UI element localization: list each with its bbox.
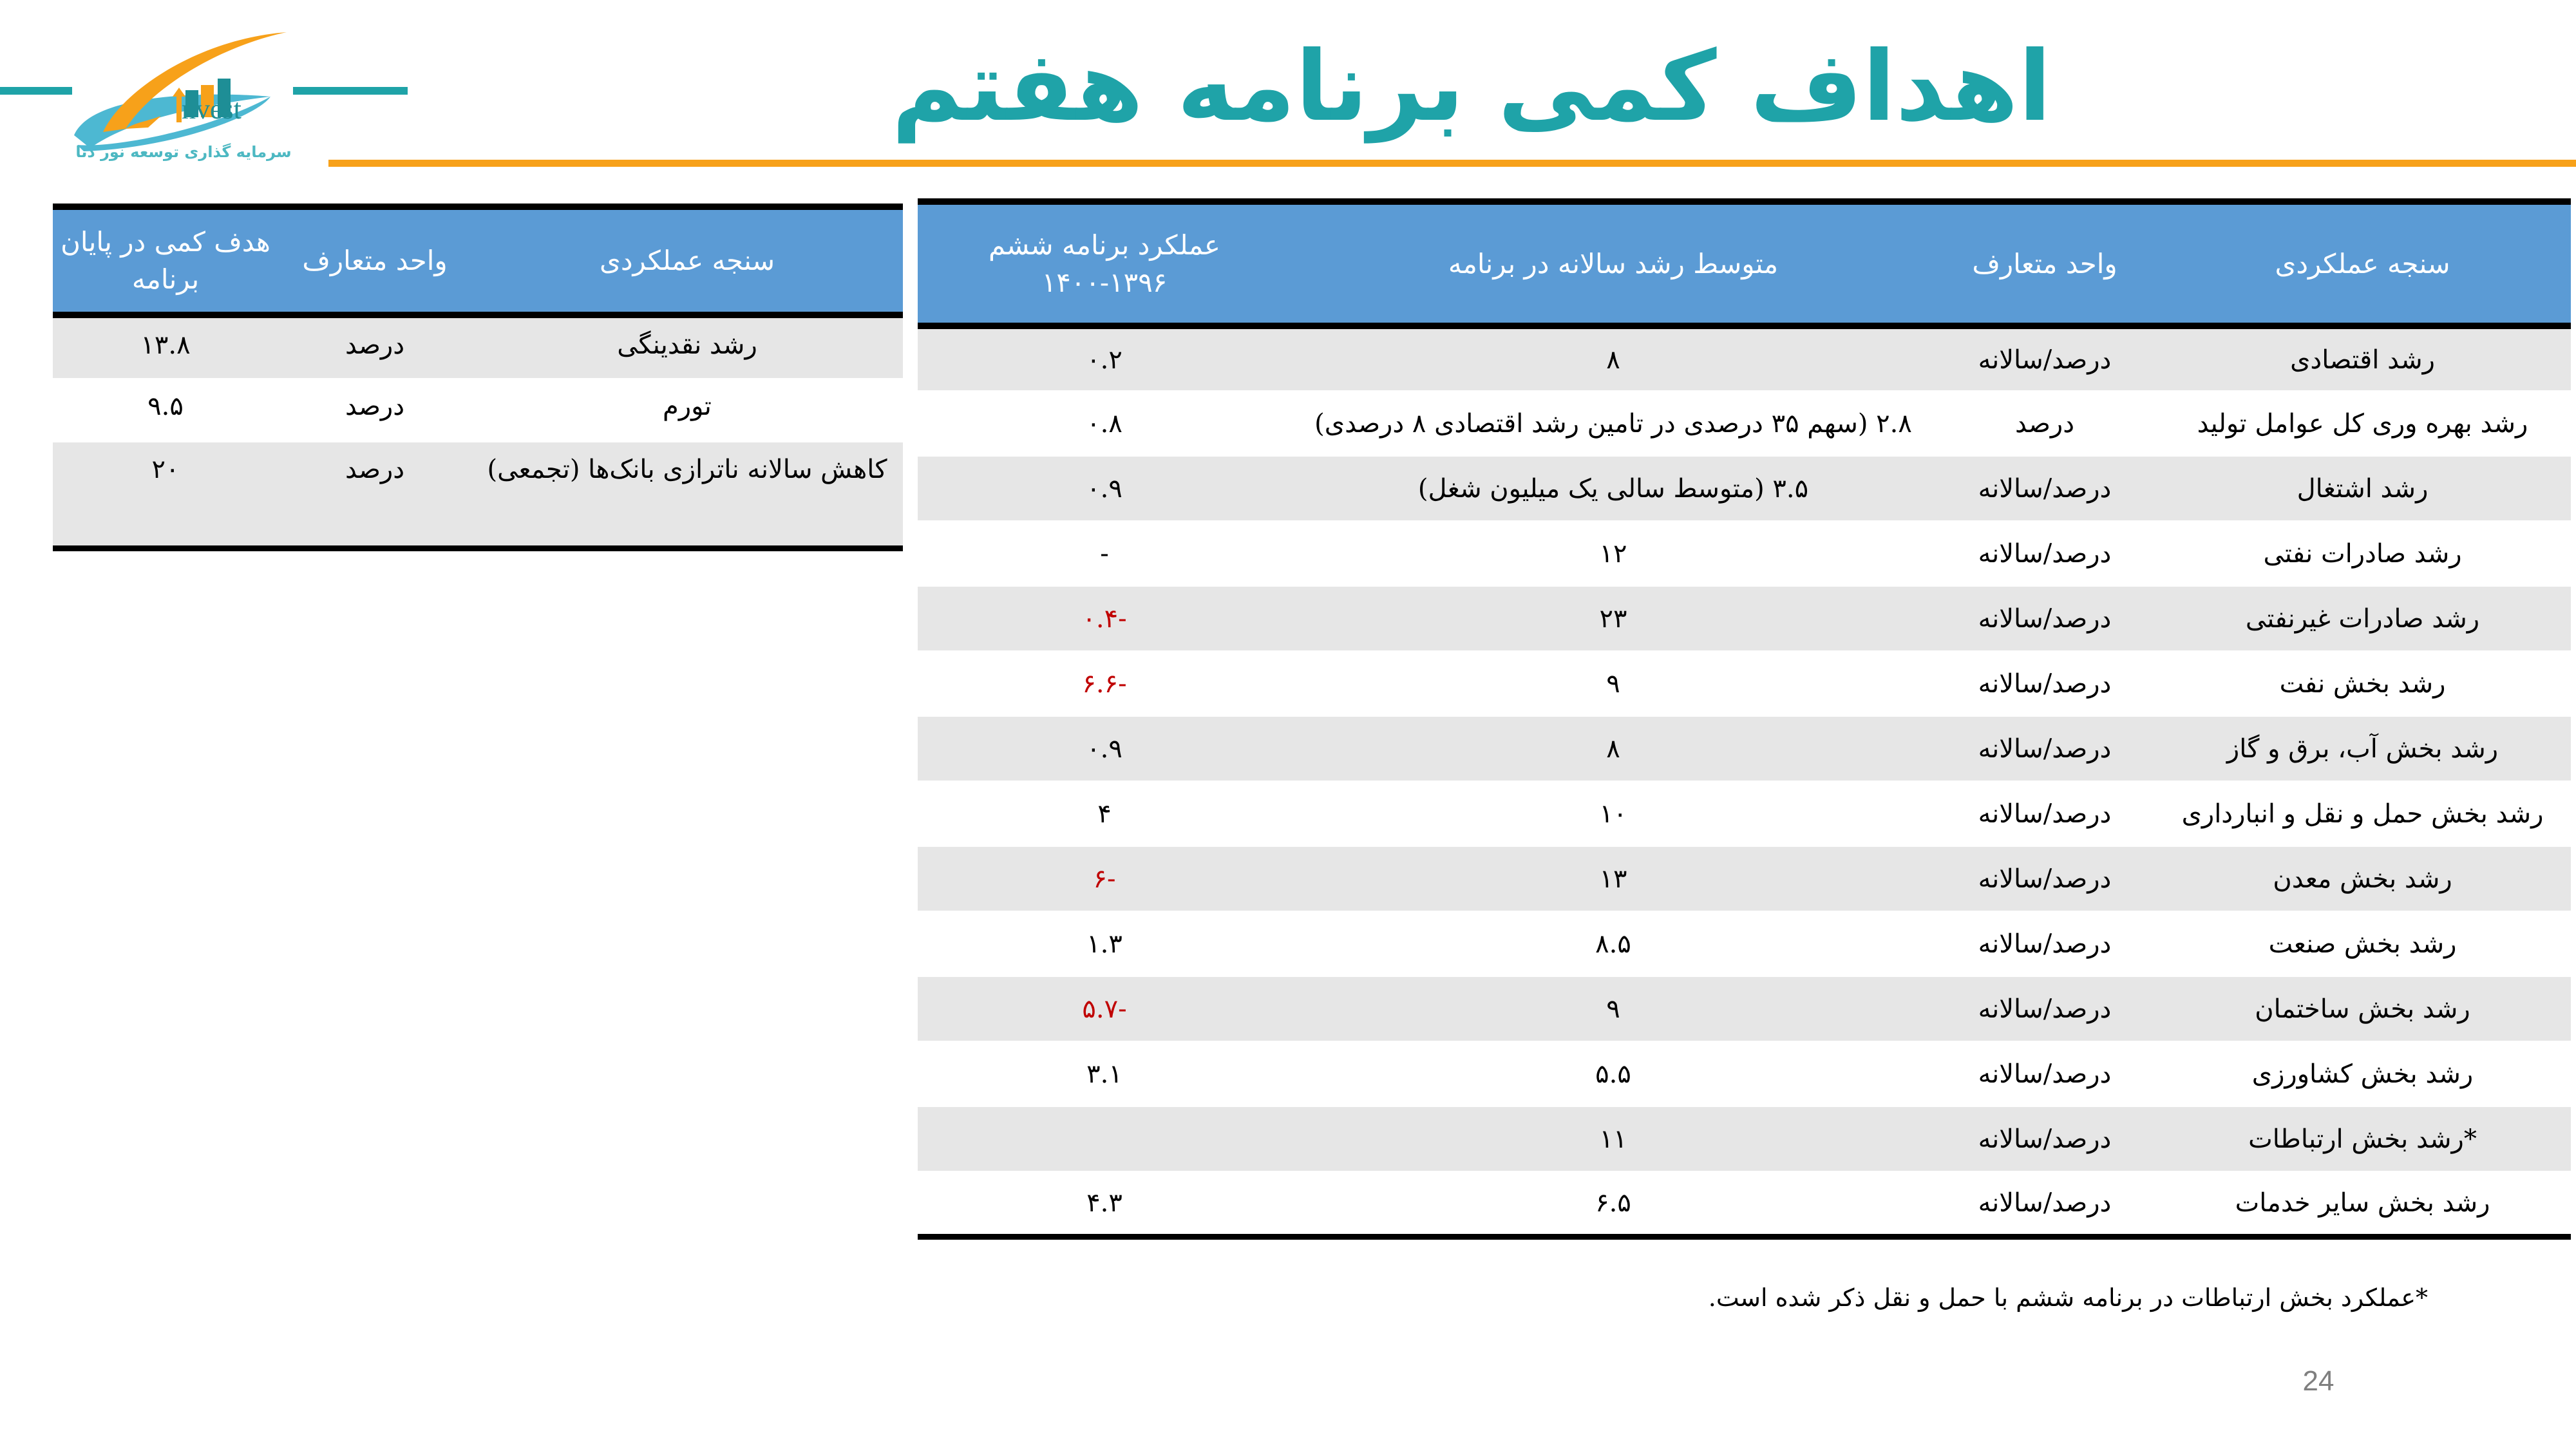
unit-cell: درصد/سالانه (1935, 651, 2154, 716)
sixth-plan-cell: ۴.۳ (918, 1171, 1291, 1236)
avg-growth-cell: ۶.۵ (1291, 1171, 1935, 1236)
avg-growth-cell: ۱۲ (1291, 521, 1935, 586)
column-header-unit: واحد متعارف (1935, 202, 2154, 326)
metric-cell: رشد بخش حمل و نقل و انبارداری (2154, 781, 2571, 846)
metric-cell: رشد نقدینگی (471, 315, 903, 379)
metric-cell: رشد اشتغال (2154, 456, 2571, 521)
target-cell: ۱۳.۸ (53, 315, 278, 379)
metric-cell: رشد بخش سایر خدمات (2154, 1171, 2571, 1236)
sixth-plan-cell: ۱.۳ (918, 911, 1291, 976)
sixth-plan-cell: -۵.۷ (918, 976, 1291, 1041)
table-row (918, 1106, 2571, 1171)
column-header-target: هدف کمی در پایان برنامه (53, 207, 278, 315)
unit-cell: درصد/سالانه (1935, 716, 2154, 781)
unit-cell: درصد (1935, 391, 2154, 456)
target-cell: ۹.۵ (53, 379, 278, 442)
metric-cell: رشد بخش آب، برق و گاز (2154, 716, 2571, 781)
logo-wordmark: nvest (182, 93, 242, 125)
metric-cell: رشد صادرات غیرنفتی (2154, 586, 2571, 651)
table-row (918, 456, 2571, 521)
avg-growth-cell: ۱۱ (1291, 1106, 1935, 1171)
avg-growth-cell: ۳.۵ (متوسط سالی یک میلیون شغل) (1291, 456, 1935, 521)
monetary-targets-table (53, 204, 903, 551)
metric-cell: رشد بخش معدن (2154, 846, 2571, 911)
page-title: اهداف کمی برنامه هفتم (891, 31, 2052, 143)
unit-cell: درصد/سالانه (1935, 586, 2154, 651)
column-header-metric: سنجه عملکردی (2154, 202, 2571, 326)
column-header-metric: سنجه عملکردی (471, 207, 903, 315)
column-header-avg-growth: متوسط رشد سالانه در برنامه (1291, 202, 1935, 326)
unit-cell: درصد/سالانه (1935, 1106, 2154, 1171)
column-header-unit: واحد متعارف (278, 207, 471, 315)
avg-growth-cell: ۱۰ (1291, 781, 1935, 846)
table-row (918, 846, 2571, 911)
metric-cell: *رشد بخش ارتباطات (2154, 1106, 2571, 1171)
sixth-plan-cell: ۰.۹ (918, 716, 1291, 781)
unit-cell: درصد/سالانه (1935, 1171, 2154, 1236)
unit-cell: درصد (278, 442, 471, 548)
table-row (918, 326, 2571, 391)
sixth-plan-cell: ۰.۲ (918, 326, 1291, 391)
avg-growth-cell: ۸.۵ (1291, 911, 1935, 976)
sixth-plan-cell (918, 1106, 1291, 1171)
avg-growth-cell: ۱۳ (1291, 846, 1935, 911)
table-header-row (53, 207, 903, 315)
sixth-plan-cell: ۴ (918, 781, 1291, 846)
table-row (918, 521, 2571, 586)
table-row (918, 1041, 2571, 1106)
metric-cell: رشد بخش ساختمان (2154, 976, 2571, 1041)
unit-cell: درصد (278, 379, 471, 442)
unit-cell: درصد/سالانه (1935, 456, 2154, 521)
table-row (53, 442, 903, 548)
metric-cell: رشد بخش کشاورزی (2154, 1041, 2571, 1106)
unit-cell: درصد/سالانه (1935, 976, 2154, 1041)
unit-cell: درصد/سالانه (1935, 521, 2154, 586)
metric-cell: تورم (471, 379, 903, 442)
table-row (53, 315, 903, 379)
avg-growth-cell: ۲.۸ (سهم ۳۵ درصدی در تامین رشد اقتصادی ۸ درصدی) (1291, 391, 1935, 456)
target-cell: ۲۰ (53, 442, 278, 548)
unit-cell: درصد (278, 315, 471, 379)
table-row (918, 716, 2571, 781)
table-header-row (918, 202, 2571, 326)
title-underline (328, 160, 2576, 167)
table-row (918, 781, 2571, 846)
table-row (918, 976, 2571, 1041)
sixth-plan-cell: -۰.۴ (918, 586, 1291, 651)
unit-cell: درصد/سالانه (1935, 326, 2154, 391)
avg-growth-cell: ۹ (1291, 976, 1935, 1041)
avg-growth-cell: ۵.۵ (1291, 1041, 1935, 1106)
metric-cell: رشد صادرات نفتی (2154, 521, 2571, 586)
unit-cell: درصد/سالانه (1935, 1041, 2154, 1106)
metric-cell: رشد بخش صنعت (2154, 911, 2571, 976)
sixth-plan-cell: - (918, 521, 1291, 586)
sixth-plan-cell: ۰.۸ (918, 391, 1291, 456)
metric-cell: کاهش سالانه ناترازی بانک‌ها (تجمعی) (471, 442, 903, 548)
table-row (53, 379, 903, 442)
table-row (918, 651, 2571, 716)
growth-targets-table (918, 198, 2571, 1240)
sixth-plan-cell: -۶ (918, 846, 1291, 911)
sixth-plan-cell: ۳.۱ (918, 1041, 1291, 1106)
metric-cell: رشد بهره وری کل عوامل تولید (2154, 391, 2571, 456)
footnote: *عملکرد بخش ارتباطات در برنامه ششم با حمل و نقل ذکر شده است. (1708, 1283, 2428, 1312)
company-logo (64, 19, 303, 167)
sixth-plan-cell: -۶.۶ (918, 651, 1291, 716)
logo-caption: سرمایه گذاری توسعه نور دنا (75, 143, 292, 161)
page-number: 24 (2302, 1365, 2334, 1397)
column-header-sixth-plan: عملکرد برنامه ششم ۱۳۹۶-۱۴۰۰ (918, 202, 1291, 326)
avg-growth-cell: ۸ (1291, 326, 1935, 391)
logo-left-bar (0, 87, 72, 95)
unit-cell: درصد/سالانه (1935, 781, 2154, 846)
logo-right-bar (293, 87, 408, 95)
metric-cell: رشد بخش نفت (2154, 651, 2571, 716)
table-row (918, 586, 2571, 651)
table-row (918, 1171, 2571, 1236)
metric-cell: رشد اقتصادی (2154, 326, 2571, 391)
unit-cell: درصد/سالانه (1935, 846, 2154, 911)
sixth-plan-cell: ۰.۹ (918, 456, 1291, 521)
unit-cell: درصد/سالانه (1935, 911, 2154, 976)
table-row (918, 911, 2571, 976)
avg-growth-cell: ۸ (1291, 716, 1935, 781)
table-row (918, 391, 2571, 456)
avg-growth-cell: ۲۳ (1291, 586, 1935, 651)
avg-growth-cell: ۹ (1291, 651, 1935, 716)
